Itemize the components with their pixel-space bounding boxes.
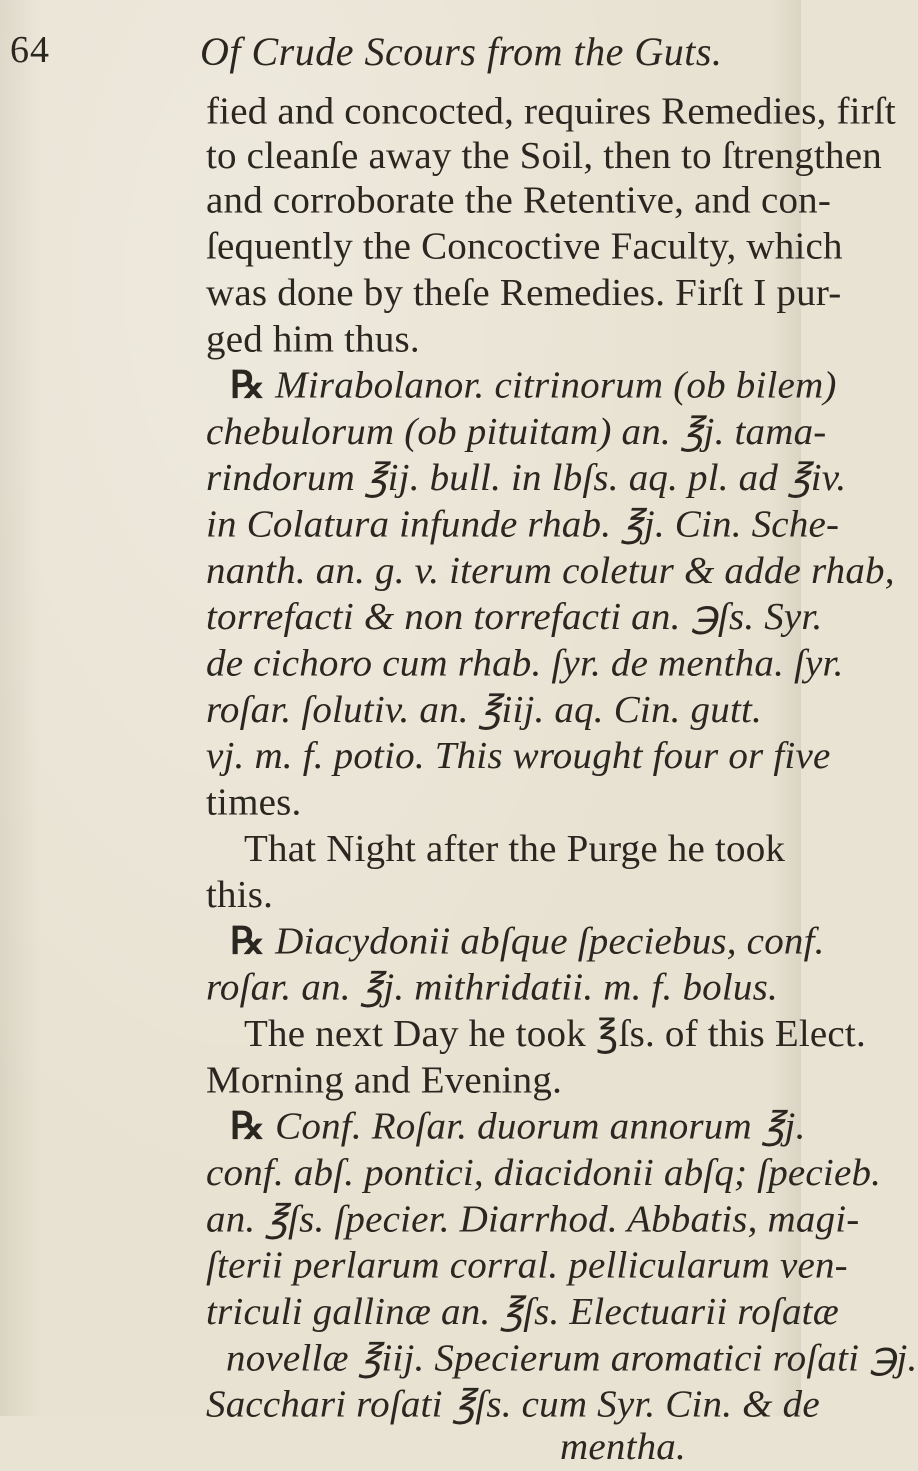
text-line: roſar. an. ℥j. mithridatii. m. f. bolus.	[206, 966, 778, 1009]
recipe-text: Mirabolanor. citrinorum (ob bilem)	[275, 364, 837, 407]
recipe-text: Diacydonii abſque ſpeciebus, conf.	[275, 920, 825, 963]
text-line: vj. m. f. potio. This wrought four or five	[206, 735, 831, 777]
text-line: this.	[206, 874, 274, 916]
recipe-line	[230, 919, 825, 965]
recipe-line	[230, 1104, 806, 1150]
text-line: conf. abſ. pontici, diacidonii abſq; ſpecieb.	[206, 1152, 882, 1194]
text-line: Sacchari roſati ℥ſs. cum Syr. Cin. & de	[206, 1383, 820, 1426]
page-header	[0, 28, 801, 84]
text-line: was done by theſe Remedies. Firſt I pur-	[206, 272, 842, 314]
text-line: Morning and Evening.	[206, 1059, 563, 1102]
recipe-symbol: ℞	[230, 364, 266, 407]
running-head: Of Crude Scours from the Guts.	[200, 29, 723, 74]
text-line: ged him thus.	[206, 318, 420, 360]
recipe-symbol: ℞	[230, 1105, 266, 1148]
text-line: ſterii perlarum corral. pellicularum ven-	[206, 1244, 848, 1287]
text-line: times.	[206, 781, 302, 824]
text-line: mentha.	[560, 1426, 686, 1468]
text-line: roſar. ſolutiv. an. ℥iij. aq. Cin. gutt.	[206, 689, 762, 731]
text-line: novellæ ℥iij. Specierum aromatici roſati ℈j.	[226, 1337, 918, 1379]
text-line: chebulorum (ob pituitam) an. ℥j. tama-	[206, 411, 827, 453]
recipe-symbol: ℞	[230, 920, 266, 963]
text-line: torrefacti & non torrefacti an. ℈ſs. Syr.	[206, 596, 823, 638]
text-line: That Night after the Purge he took	[244, 827, 786, 870]
text-line: triculi gallinæ an. ℥ſs. Electuarii roſatæ	[206, 1291, 839, 1333]
recipe-line	[230, 363, 837, 409]
recipe-text: Conf. Roſar. duorum annorum ℥j.	[275, 1105, 806, 1148]
text-line: and corroborate the Retentive, and con-	[206, 179, 832, 221]
text-line: an. ℥ſs. ſpecier. Diarrhod. Abbatis, magi-	[206, 1198, 860, 1241]
text-line: in Colatura infunde rhab. ℥j. Cin. Sche-	[206, 503, 840, 546]
page-number: 64	[10, 29, 50, 71]
text-line: fied and concocted, requires Remedies, firſt	[206, 90, 896, 133]
text-line: to cleanſe away the Soil, then to ſtrengthen	[206, 135, 882, 177]
text-line: nanth. an. g. v. iterum coletur & adde rhab,	[206, 550, 895, 592]
text-line: de cichoro cum rhab. ſyr. de mentha. ſyr.	[206, 642, 844, 685]
text-line: The next Day he took ℥ſs. of this Elect.	[244, 1013, 866, 1055]
text-line: rindorum ℥ij. bull. in lbſs. aq. pl. ad ℥iv.	[206, 457, 847, 499]
text-line: ſequently the Concoctive Faculty, which	[206, 225, 843, 268]
